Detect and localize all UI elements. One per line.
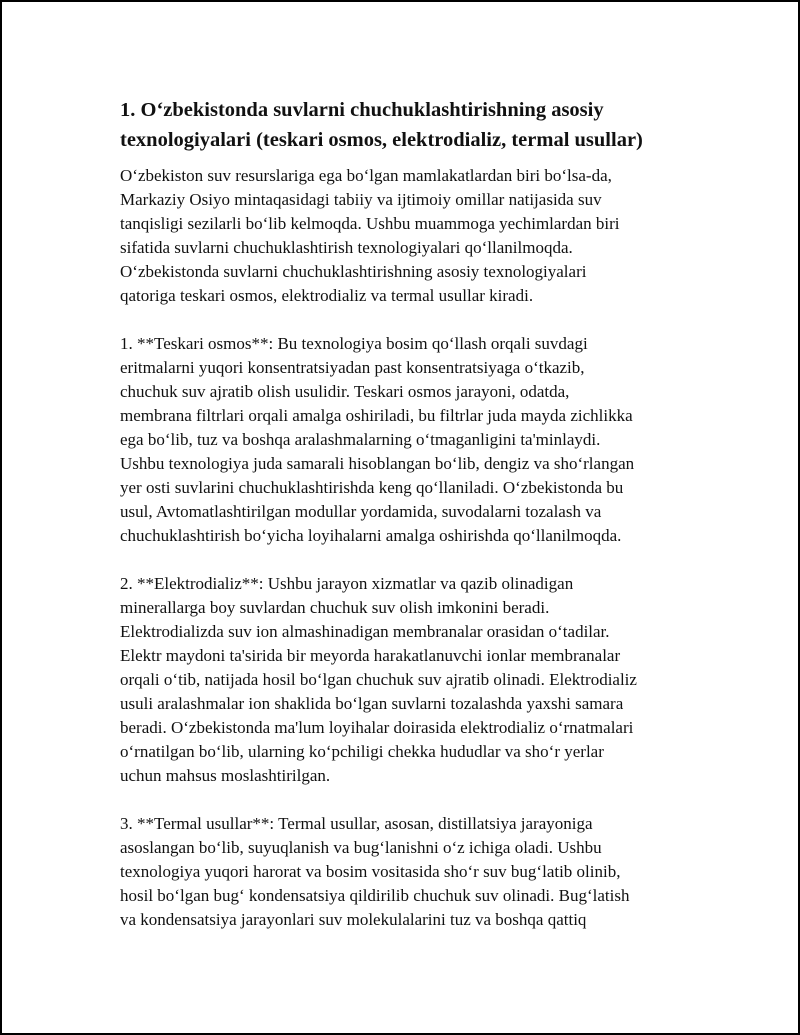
text-line: minerallarga boy suvlardan chuchuk suv olish imkonini beradi. [120,598,550,617]
paragraph-electrodialysis [120,572,695,788]
title-line: 1. O‘zbekistonda suvlarni chuchuklashtirishning asosiy [120,99,604,121]
title-line: texnologiyalari (teskari osmos, elektrodializ, termal usullar) [120,129,643,151]
text-line: Elektrodializda suv ion almashinadigan membranalar orasidan o‘tadilar. [120,622,610,641]
paragraph-thermal-methods [120,812,695,932]
text-line: usuli aralashmalar ion shaklida bo‘lgan suvlarni tozalashda yaxshi samara [120,694,624,713]
document-body [120,95,695,932]
text-line: chuchuklashtirish bo‘yicha loyihalarni amalga oshirishda qo‘llanilmoqda. [120,526,622,545]
text-line: membrana filtrlari orqali amalga oshiriladi, bu filtrlar juda mayda zichlikka [120,406,633,425]
text-line: texnologiya yuqori harorat va bosim vositasida sho‘r suv bug‘latib olinib, [120,862,621,881]
text-line: O‘zbekiston suv resurslariga ega bo‘lgan mamlakatlardan biri bo‘lsa-da, [120,166,612,185]
document-title [120,95,695,155]
text-line: o‘rnatilgan bo‘lib, ularning ko‘pchiligi chekka hududlar va sho‘r yerlar [120,742,604,761]
text-line: 3. **Termal usullar**: Termal usullar, asosan, distillatsiya jarayoniga [120,814,593,833]
text-line: yer osti suvlarini chuchuklashtirishda keng qo‘llaniladi. O‘zbekistonda bu [120,478,624,497]
title-spacer [120,155,695,164]
text-line: uchun mahsus moslashtirilgan. [120,766,331,785]
paragraph-intro [120,164,695,308]
text-line: beradi. O‘zbekistonda ma'lum loyihalar doirasida elektrodializ o‘rnatmalari [120,718,634,737]
text-line: Markaziy Osiyo mintaqasidagi tabiiy va ijtimoiy omillar natijasida suv [120,190,602,209]
paragraph-reverse-osmosis [120,332,695,548]
text-line: qatoriga teskari osmos, elektrodializ va termal usullar kiradi. [120,286,534,305]
text-line: orqali o‘tib, natijada hosil bo‘lgan chuchuk suv ajratib olinadi. Elektrodializ [120,670,637,689]
text-line: ega bo‘lib, tuz va boshqa aralashmalarning o‘tmaganligini ta'minlaydi. [120,430,601,449]
text-line: Ushbu texnologiya juda samarali hisoblangan bo‘lib, dengiz va sho‘rlangan [120,454,635,473]
text-line: chuchuk suv ajratib olish usulidir. Teskari osmos jarayoni, odatda, [120,382,570,401]
text-line: 2. **Elektrodializ**: Ushbu jarayon xizmatlar va qazib olinadigan [120,574,574,593]
text-line: sifatida suvlarni chuchuklashtirish texnologiyalari qo‘llanilmoqda. [120,238,573,257]
text-line: tanqisligi sezilarli bo‘lib kelmoqda. Ushbu muammoga yechimlardan biri [120,214,620,233]
text-line: usul, Avtomatlashtirilgan modullar yordamida, suvodalarni tozalash va [120,502,602,521]
text-line: Elektr maydoni ta'sirida bir meyorda harakatlanuvchi ionlar membranalar [120,646,621,665]
text-line: O‘zbekistonda suvlarni chuchuklashtirishning asosiy texnologiyalari [120,262,587,281]
text-line: va kondensatsiya jarayonlari suv molekulalarini tuz va boshqa qattiq [120,910,587,929]
text-line: asoslangan bo‘lib, suyuqlanish va bug‘lanishni o‘z ichiga oladi. Ushbu [120,838,602,857]
text-line: hosil bo‘lgan bug‘ kondensatsiya qildirilib chuchuk suv olinadi. Bug‘latish [120,886,630,905]
text-line: eritmalarni yuqori konsentratsiyadan past konsentratsiyaga o‘tkazib, [120,358,585,377]
text-line: 1. **Teskari osmos**: Bu texnologiya bosim qo‘llash orqali suvdagi [120,334,588,353]
